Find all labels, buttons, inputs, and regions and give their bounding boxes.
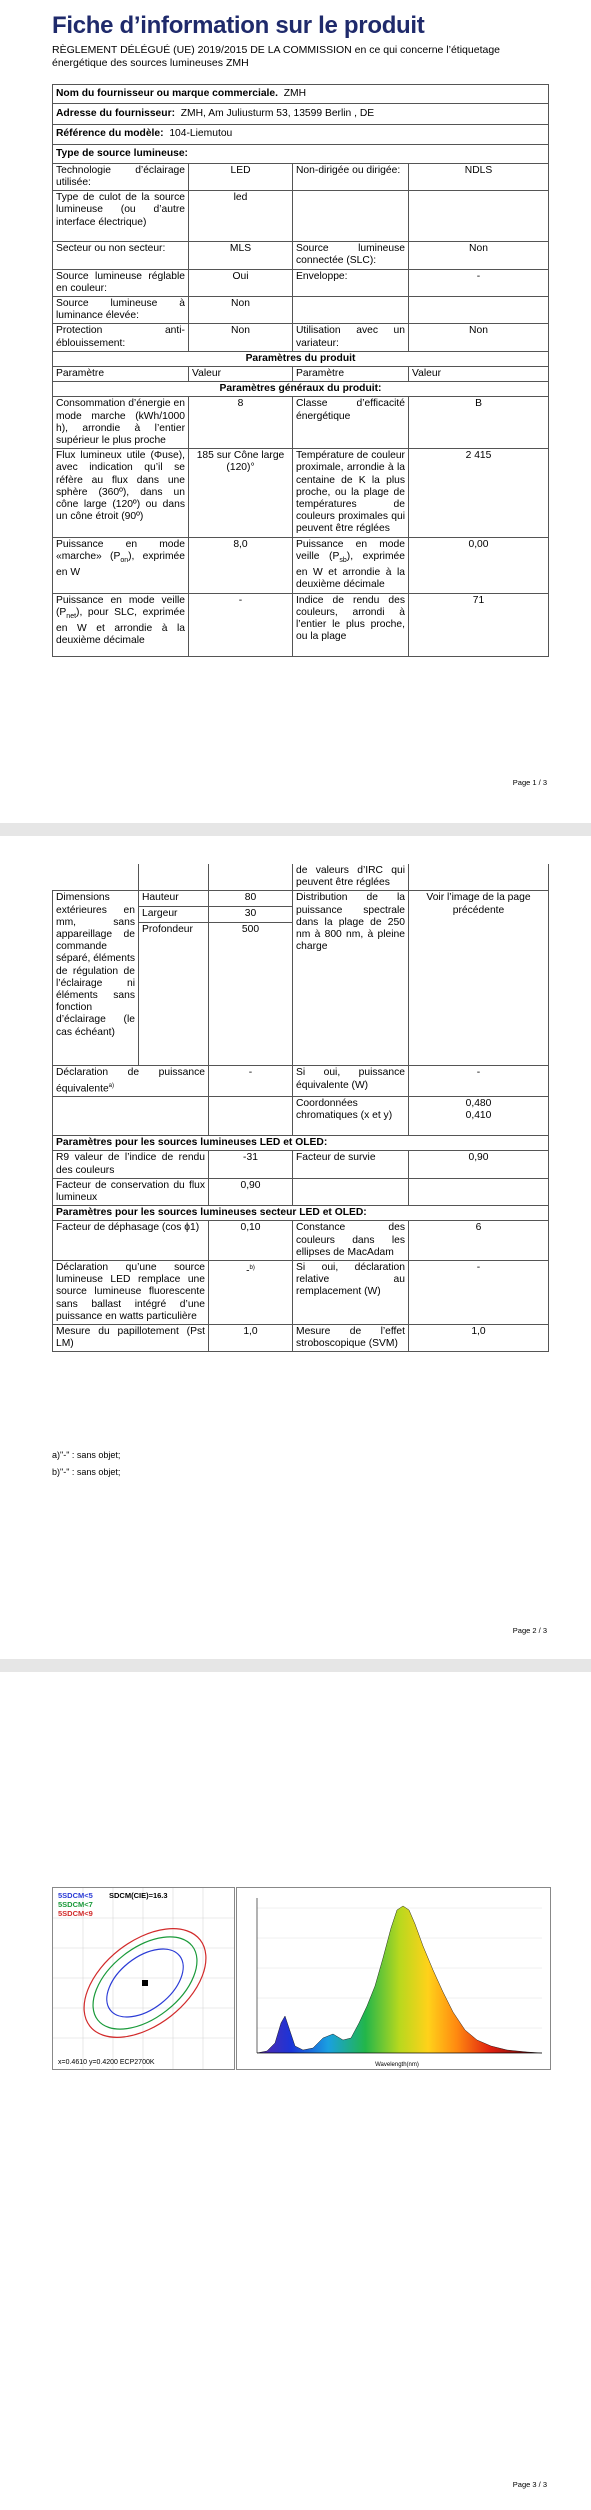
column-header-row	[53, 367, 549, 382]
mains-header-row	[53, 1206, 549, 1221]
macadam-ellipse-svg	[53, 1888, 234, 2069]
param-label: Indice de rendu des couleurs, arrondi à l’entier le plus proche, ou la plage	[293, 593, 409, 656]
col-value: Valeur	[409, 367, 549, 382]
type-value: Oui	[189, 269, 293, 296]
param-label: Puissance en mode «marche» $(P_{on})$, exprimée en W	[53, 537, 189, 593]
col-value: Valeur	[189, 367, 293, 382]
type-value: Non	[189, 324, 293, 351]
type-label: Protection anti-éblouissement:	[53, 324, 189, 351]
type-value: Non	[409, 242, 549, 269]
page-3	[0, 1672, 591, 2510]
width-label: Largeur	[139, 907, 209, 923]
type-row	[53, 297, 549, 324]
params-header-row	[53, 351, 549, 366]
param-label: Puissance en mode veille $(P_{sb})$, exprimée en W et arrondie à la deuxième décimale	[293, 537, 409, 593]
param-label: Mesure de l’effet stroboscopique (SVM)	[293, 1325, 409, 1352]
type-label: Source lumineuse réglable en couleur:	[53, 269, 189, 296]
depth-label: Profondeur	[139, 923, 209, 1066]
general-header-row	[53, 382, 549, 397]
general-row	[53, 593, 549, 656]
page-1	[0, 0, 591, 823]
dimensions-row	[53, 891, 549, 907]
page-number: Page 1 / 3	[512, 778, 547, 787]
param-value: -$^{b)}$	[209, 1261, 293, 1325]
param-value: 0,00	[409, 537, 549, 593]
general-row	[53, 537, 549, 593]
type-value	[409, 191, 549, 242]
type-value	[409, 297, 549, 324]
model-label: Référence du modèle:	[56, 128, 164, 140]
col-param: Paramètre	[53, 367, 189, 382]
equivalent-value: -	[209, 1066, 293, 1097]
led-row	[53, 1178, 549, 1205]
product-info-table-continued	[52, 864, 549, 1352]
sdcm-value: SDCM(CIE)=16.3	[109, 1891, 168, 1900]
param-label: Si oui, déclaration relative au remplacement (W)	[293, 1261, 409, 1325]
type-label	[293, 191, 409, 242]
page-number: Page 3 / 3	[512, 2480, 547, 2489]
param-label: R9 valeur de l’indice de rendu des couleurs	[53, 1151, 209, 1178]
coords-row	[53, 1097, 549, 1136]
type-label: Enveloppe:	[293, 269, 409, 296]
equivalent-row	[53, 1066, 549, 1097]
type-label: Source lumineuse à luminance élevée:	[53, 297, 189, 324]
spectral-value: Voir l’image de la page précédente	[409, 891, 549, 1066]
led-row	[53, 1151, 549, 1178]
page-number: Page 2 / 3	[512, 1626, 547, 1635]
supplier-value: ZMH	[283, 88, 307, 99]
param-label: Puissance en mode veille $(P_{net})$, pour SLC, exprimée en W et arrondie à la deuxième décimale	[53, 593, 189, 656]
equivalent-power-label: Si oui, puissance équivalente (W)	[293, 1066, 409, 1097]
param-value: 0,10	[209, 1221, 293, 1261]
address-value: ZMH, Am Juliusturm 53, 13599 Berlin , DE	[180, 108, 375, 120]
height-value: 80	[209, 891, 293, 907]
height-label: Hauteur	[139, 891, 209, 907]
param-label: Facteur de déphasage (cos ϕ1)	[53, 1221, 209, 1261]
param-value: -	[409, 1261, 549, 1325]
chromaticity-value: 0,480 0,410	[409, 1097, 549, 1136]
equivalent-power-value: -	[409, 1066, 549, 1097]
general-row	[53, 449, 549, 537]
macadam-ellipse-chart	[52, 1887, 235, 2070]
type-label: Type de culot de la source lumineuse (ou d’autre interface électrique)	[53, 191, 189, 242]
footnote-a: a)"-" : sans objet;	[52, 1450, 121, 1460]
source-type-header: Type de source lumineuse:	[53, 144, 549, 163]
legend-5: 5SDCM<5	[58, 1891, 93, 1900]
param-value	[409, 1178, 549, 1205]
address-label: Adresse du fournisseur:	[56, 108, 176, 120]
param-value: 8,0	[189, 537, 293, 593]
spectral-label: Distribution de la puissance spectrale dans la plage de 250 nm à 800 nm, à pleine charge	[293, 891, 409, 1066]
param-label: Mesure du papillotement (Pst LM)	[53, 1325, 209, 1352]
type-label: Non-dirigée ou dirigée:	[293, 163, 409, 190]
param-value: 6	[409, 1221, 549, 1261]
supplier-label: Nom du fournisseur ou marque commerciale.	[56, 88, 279, 99]
type-label	[293, 297, 409, 324]
width-value: 30	[209, 907, 293, 923]
type-value: Non	[409, 324, 549, 351]
type-label: Source lumineuse connectée (SLC):	[293, 242, 409, 269]
param-value: 1,0	[409, 1325, 549, 1352]
general-header: Paramètres généraux du produit:	[53, 382, 549, 397]
type-label: Technologie d’éclairage utilisée:	[53, 163, 189, 190]
measured-point	[142, 1980, 148, 1986]
param-label: Facteur de conservation du flux lumineux	[53, 1178, 209, 1205]
type-row	[53, 269, 549, 296]
general-row	[53, 397, 549, 449]
x-axis-label: Wavelength(nm)	[375, 2062, 419, 2068]
param-value: B	[409, 397, 549, 449]
type-value: MLS	[189, 242, 293, 269]
spectrum-curve	[257, 1906, 542, 2053]
product-info-table	[52, 84, 549, 657]
address-row	[53, 104, 549, 125]
type-value: LED	[189, 163, 293, 190]
type-row	[53, 324, 549, 351]
param-label: Flux lumineux utile (Φuse), avec indication qu’il se réfère au flux dans une sphère (360º), dans un cône large (120º) ou dans un cône étroit (90º)	[53, 449, 189, 537]
type-row	[53, 191, 549, 242]
chromaticity-label: Coordonnées chromatiques (x et y)	[293, 1097, 409, 1136]
param-label: Déclaration qu’une source lumineuse LED remplace une source lumineuse fluorescente sans ballast intégré d’une puissance en watts particulière	[53, 1261, 209, 1325]
type-row	[53, 163, 549, 190]
mains-row	[53, 1325, 549, 1352]
spectrum-svg	[237, 1888, 550, 2069]
legend-7: 5SDCM<7	[58, 1900, 93, 1909]
page-2	[0, 836, 591, 1659]
mains-header: Paramètres pour les sources lumineuses secteur LED et OLED:	[53, 1206, 549, 1221]
spectrum-chart	[236, 1887, 551, 2070]
param-label: Facteur de survie	[293, 1151, 409, 1178]
param-value: 0,90	[409, 1151, 549, 1178]
param-label: Consommation d’énergie en mode marche (kWh/1000 h), arrondie à l’entier supérieur le plus proche	[53, 397, 189, 449]
type-value: NDLS	[409, 163, 549, 190]
param-value: 71	[409, 593, 549, 656]
model-row	[53, 125, 549, 144]
coords-readout: x=0.4610 y=0.4200 ECP2700K	[58, 2059, 155, 2066]
cri-continuation: de valeurs d’IRC qui peuvent être réglées	[293, 864, 409, 891]
param-value: 0,90	[209, 1178, 293, 1205]
type-value: -	[409, 269, 549, 296]
continuation-row	[53, 864, 549, 891]
type-label: Secteur ou non secteur:	[53, 242, 189, 269]
param-value: 185 sur Cône large (120)°	[189, 449, 293, 537]
page-title: Fiche d’information sur le produit	[52, 12, 425, 39]
type-value: led	[189, 191, 293, 242]
led-header-row	[53, 1136, 549, 1151]
mains-row	[53, 1261, 549, 1325]
type-row	[53, 242, 549, 269]
led-header: Paramètres pour les sources lumineuses LED et OLED:	[53, 1136, 549, 1151]
col-param: Paramètre	[293, 367, 409, 382]
regulation-text: RÈGLEMENT DÉLÉGUÉ (UE) 2019/2015 DE LA COMMISSION en ce qui concerne l’étiquetage énergétique des sources lumineuses ZMH	[52, 44, 501, 69]
type-value: Non	[189, 297, 293, 324]
param-label: Constance des couleurs dans les ellipses de MacAdam	[293, 1221, 409, 1261]
param-label	[293, 1178, 409, 1205]
param-value: -	[189, 593, 293, 656]
legend-9: 5SDCM<9	[58, 1909, 93, 1918]
param-label: Classe d’efficacité énergétique	[293, 397, 409, 449]
source-type-row	[53, 144, 549, 163]
param-label: Température de couleur proximale, arrondie à la centaine de K la plus proche, ou la plage de températures de couleurs proximales qui peuvent être réglées	[293, 449, 409, 537]
param-value: 1,0	[209, 1325, 293, 1352]
params-header: Paramètres du produit	[53, 351, 549, 366]
depth-value: 500	[209, 923, 293, 1066]
type-label: Utilisation avec un variateur:	[293, 324, 409, 351]
param-value: 2 415	[409, 449, 549, 537]
equivalent-label: Déclaration de puissance équivalente$^{a)}$	[53, 1066, 209, 1097]
footnote-b: b)"-" : sans objet;	[52, 1467, 121, 1477]
supplier-row	[53, 85, 549, 104]
param-value: -31	[209, 1151, 293, 1178]
param-value: 8	[189, 397, 293, 449]
mains-row	[53, 1221, 549, 1261]
dimensions-label: Dimensions extérieures en mm, sans appareillage de commande séparé, éléments de régulation de l’éclairage ni éléments sans fonction d’éclairage (le cas échéant)	[53, 891, 139, 1066]
model-value: 104-Liemutou	[169, 128, 233, 140]
